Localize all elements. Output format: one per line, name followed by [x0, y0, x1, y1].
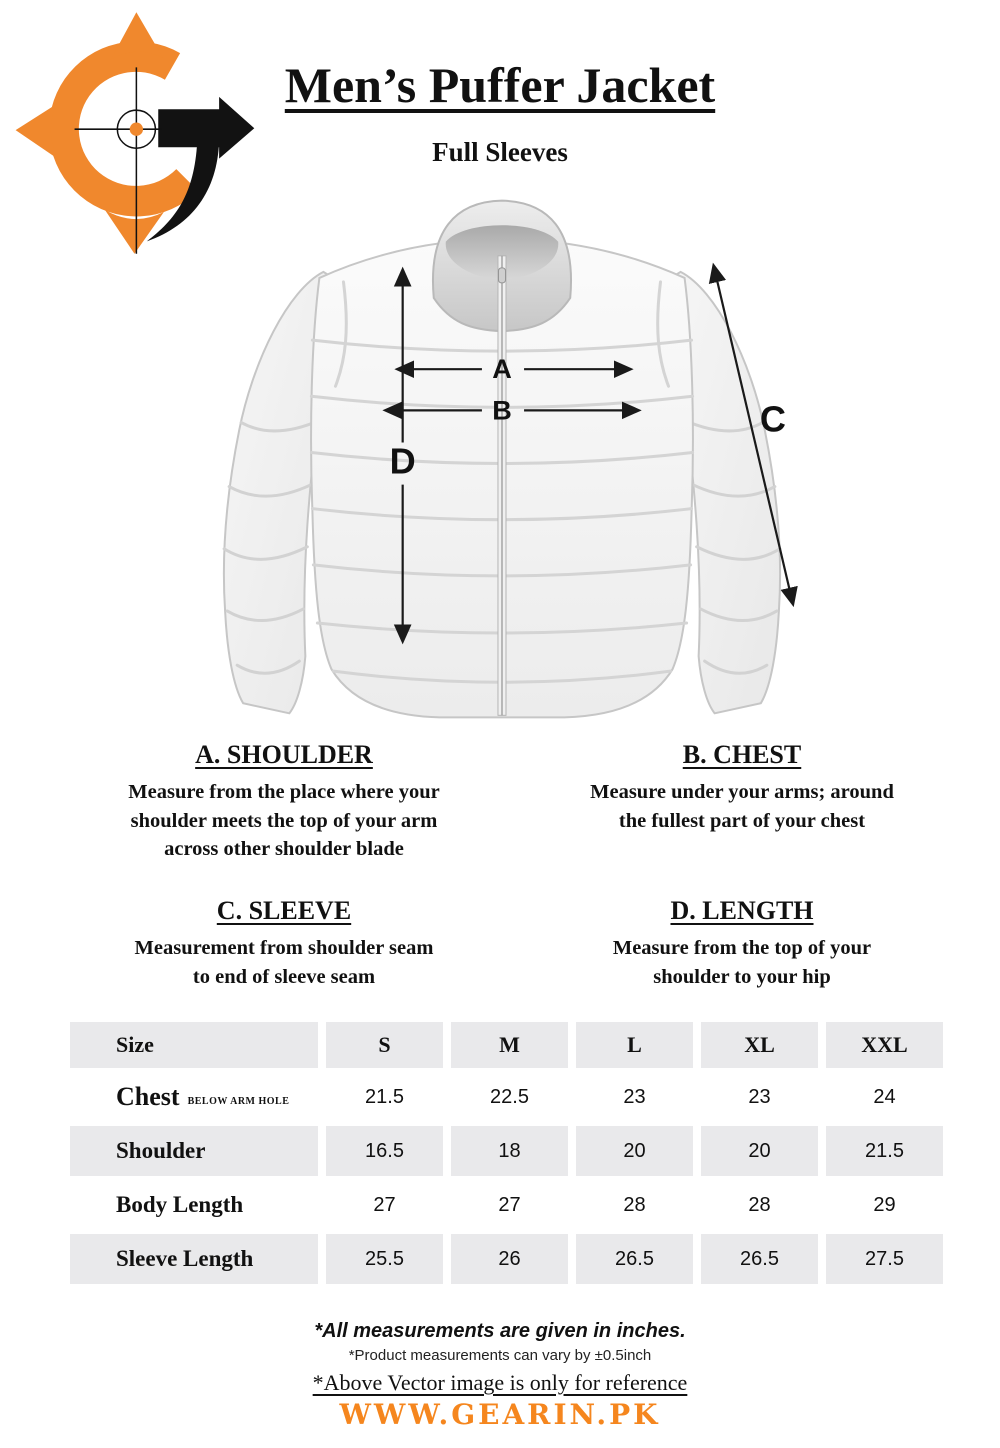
- section-chest-heading: B. CHEST: [682, 740, 802, 769]
- jacket-zipper: [498, 256, 506, 715]
- table-cell: 24: [873, 1085, 896, 1108]
- table-row-label-sleeve-length: Sleeve Length: [70, 1234, 318, 1284]
- section-chest-line: the fullest part of your chest: [618, 809, 866, 832]
- table-cell: 21.5: [365, 1085, 404, 1108]
- section-sleeve-line: Measurement from shoulder seam: [134, 937, 434, 959]
- section-length-line: shoulder to your hip: [653, 965, 831, 988]
- section-shoulder-line: Measure from the place where your: [128, 781, 440, 803]
- website-url: WWW.GEARIN.PK: [339, 1398, 661, 1431]
- table-row-label-shoulder: Shoulder: [70, 1126, 318, 1176]
- table-cell: 16.5: [326, 1126, 443, 1176]
- note-measurements-inches: *All measurements are given in inches.: [314, 1320, 686, 1342]
- table-cell: 26.5: [576, 1234, 693, 1284]
- table-cell: 26.5: [701, 1234, 818, 1284]
- section-chest: [516, 740, 968, 835]
- row-label-note: BELOW ARM HOLE: [187, 1095, 290, 1107]
- puffer-jacket-measurement-diagram: [193, 188, 815, 733]
- table-header-size: Size: [70, 1022, 318, 1068]
- section-shoulder: [58, 740, 510, 864]
- table-cell: 28: [748, 1193, 771, 1216]
- section-sleeve: [58, 896, 510, 991]
- note-vector-reference: [0, 1370, 1000, 1396]
- arrow-label-b: B: [492, 394, 512, 426]
- table-header-xl: XL: [701, 1022, 818, 1068]
- note-measurement-variance: *Product measurements can vary by ±0.5inch: [348, 1347, 652, 1364]
- table-header-m: M: [451, 1022, 568, 1068]
- table-cell: 26: [451, 1234, 568, 1284]
- page-subtitle: Full Sleeves: [432, 137, 568, 167]
- page-title: Men’s Puffer Jacket: [284, 57, 716, 113]
- row-label-text: Chest: [116, 1082, 180, 1111]
- table-row-label-chest: [70, 1068, 318, 1126]
- arrow-label-a: A: [492, 353, 512, 385]
- section-length-line: Measure from the top of your: [612, 937, 872, 959]
- section-length-heading: D. LENGTH: [670, 896, 814, 925]
- arrow-label-d: D: [389, 440, 416, 482]
- table-header-s: S: [326, 1022, 443, 1068]
- table-cell: 27: [373, 1193, 396, 1216]
- table-cell: 20: [701, 1126, 818, 1176]
- section-shoulder-line: shoulder meets the top of your arm: [130, 809, 438, 832]
- note-vector-reference-text: *Above Vector image is only for reference: [312, 1370, 688, 1395]
- section-length: [516, 896, 968, 991]
- table-row-label-body-length: Body Length: [116, 1192, 244, 1217]
- table-cell: 21.5: [826, 1126, 943, 1176]
- arrow-label-c: C: [759, 398, 786, 440]
- table-cell: 18: [451, 1126, 568, 1176]
- section-shoulder-line: across other shoulder blade: [164, 838, 404, 860]
- table-cell: 20: [576, 1126, 693, 1176]
- table-cell: 27.5: [826, 1234, 943, 1284]
- size-chart-table: [70, 1022, 943, 1284]
- table-cell: 28: [623, 1193, 646, 1216]
- table-header-l: L: [576, 1022, 693, 1068]
- table-header-xxl: XXL: [826, 1022, 943, 1068]
- section-chest-line: Measure under your arms; around: [590, 781, 894, 803]
- section-sleeve-heading: C. SLEEVE: [216, 896, 352, 925]
- table-cell: 23: [748, 1085, 771, 1108]
- section-shoulder-heading: A. SHOULDER: [195, 740, 373, 769]
- table-cell: 23: [623, 1085, 646, 1108]
- table-cell: 25.5: [326, 1234, 443, 1284]
- table-cell: 22.5: [490, 1085, 529, 1108]
- section-sleeve-line: to end of sleeve seam: [192, 965, 376, 988]
- table-cell: 29: [873, 1193, 896, 1216]
- table-cell: 27: [498, 1193, 521, 1216]
